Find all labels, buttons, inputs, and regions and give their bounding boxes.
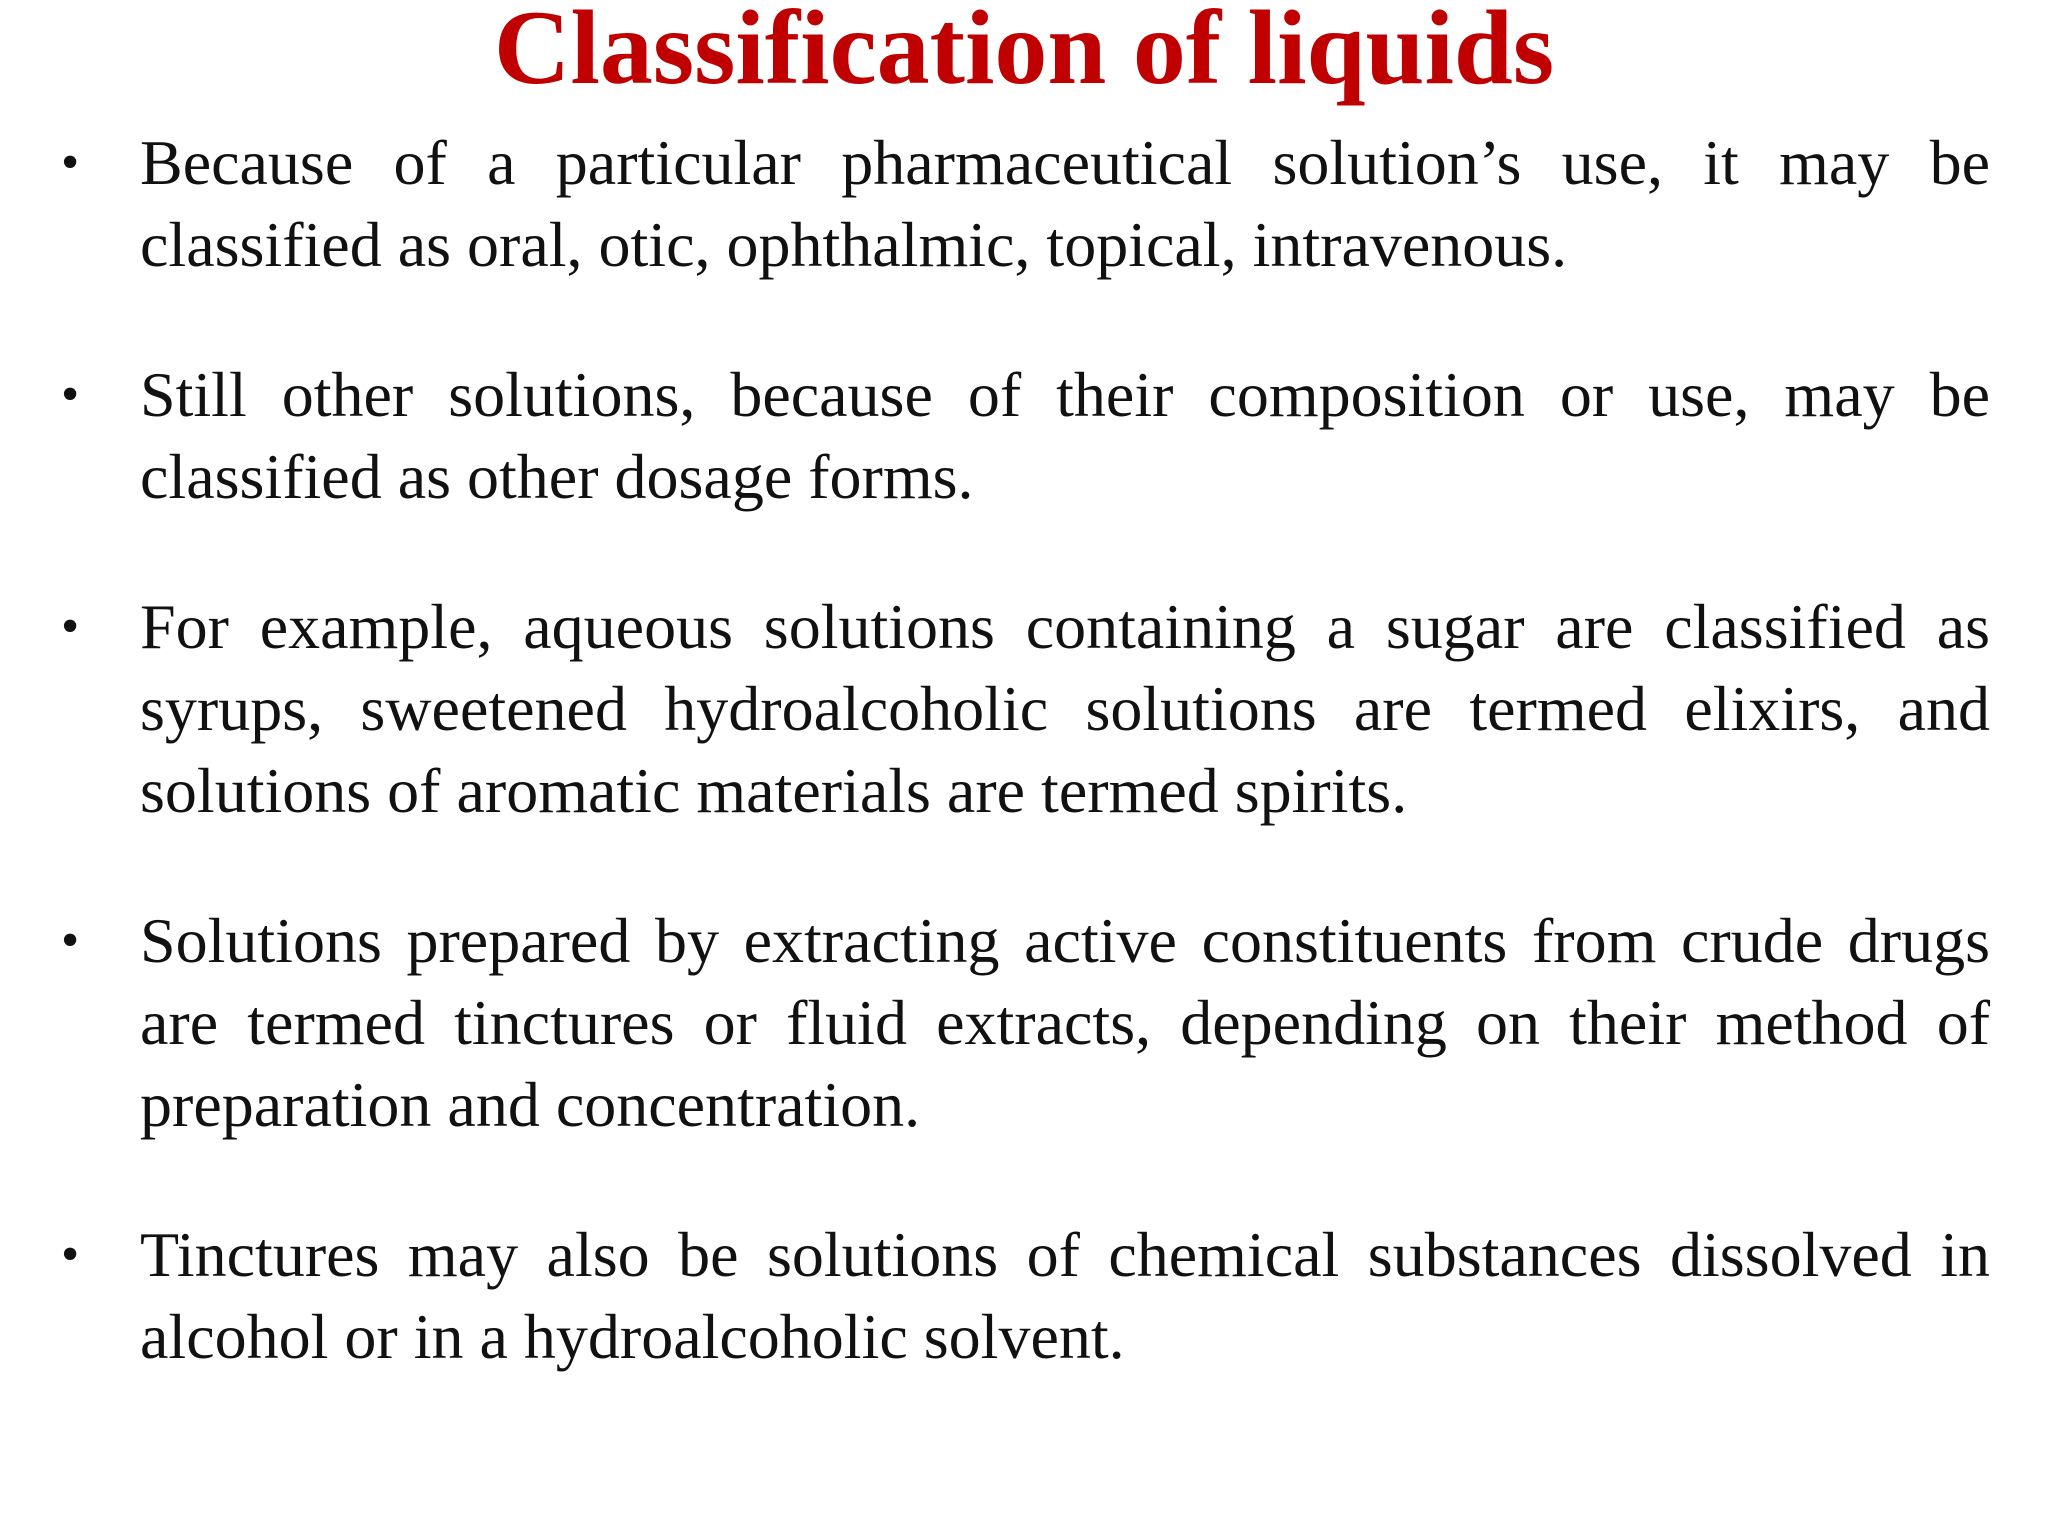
bullet-item <box>55 1214 1990 1378</box>
bullet-marker: • <box>61 134 80 191</box>
bullet-marker: • <box>61 912 80 969</box>
bullet-text: Still other solutions, because of their composition or use, may be classified as other dosage forms. <box>140 359 1990 512</box>
bullet-marker: • <box>61 1226 80 1283</box>
bullet-item <box>55 586 1990 832</box>
bullet-marker: • <box>61 598 80 655</box>
bullet-item <box>55 354 1990 518</box>
bullet-item <box>55 900 1990 1146</box>
bullet-text: For example, aqueous solutions containing a sugar are classified as syrups, sweetened hydroalcoholic solutions are termed elixirs, and solutions of aromatic materials are termed spirits. <box>140 591 1990 826</box>
bullet-text: Solutions prepared by extracting active constituents from crude drugs are termed tinctures or fluid extracts, depending on their method of preparation and concentration. <box>140 905 1990 1140</box>
slide-title: Classification of liquids <box>493 0 1555 106</box>
bullet-marker: • <box>61 366 80 423</box>
bullet-text: Because of a particular pharmaceutical solution’s use, it may be classified as oral, otic, ophthalmic, topical, intravenous. <box>140 127 1990 280</box>
bullet-item <box>55 122 1990 286</box>
bullet-list <box>55 122 1990 1446</box>
bullet-text: Tinctures may also be solutions of chemical substances dissolved in alcohol or in a hydroalcoholic solvent. <box>140 1219 1990 1372</box>
